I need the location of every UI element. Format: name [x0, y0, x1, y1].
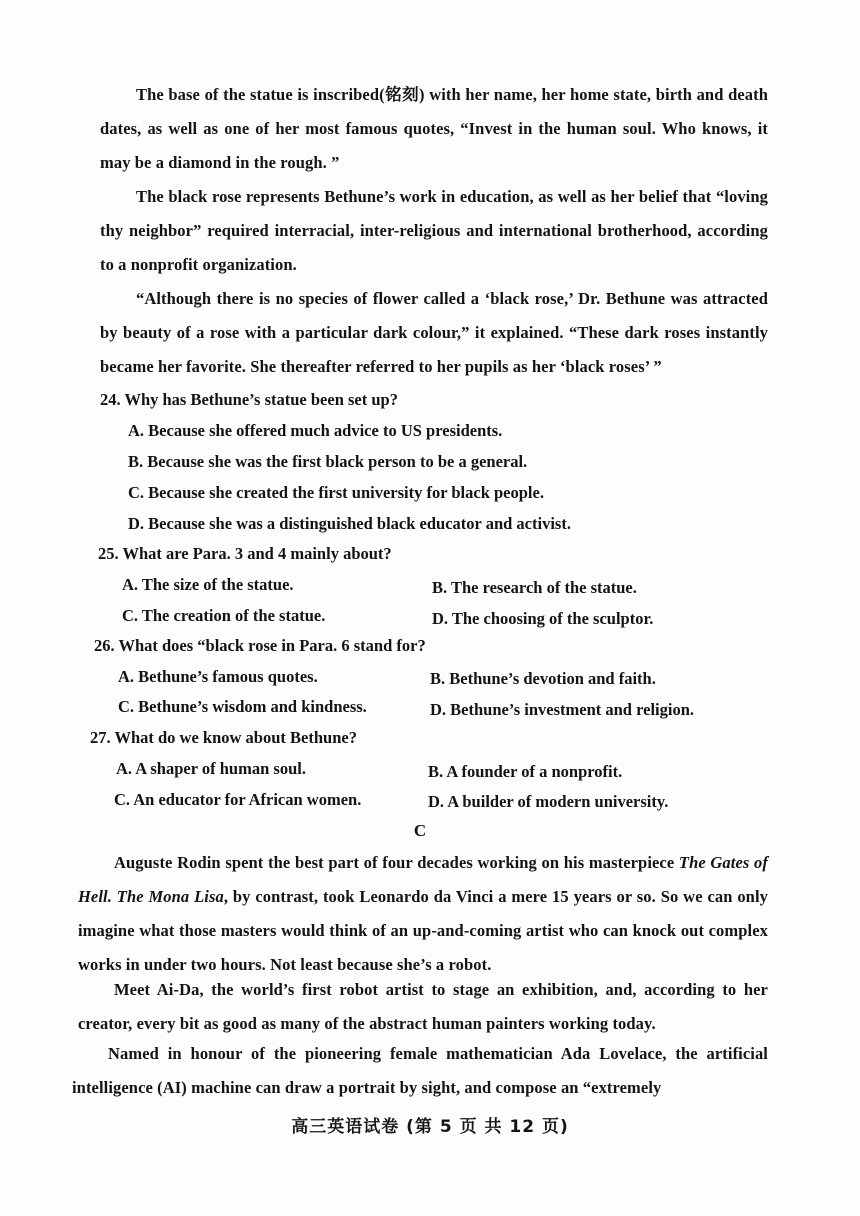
text-run: , by contrast, took Leonardo da Vinci a mere 15 years or so. So we can only imagine what those masters would think of an up-and-coming artist who can knock out complex works in under two hours. Not least because she’s a robot.: [78, 887, 768, 974]
question-option: C. An educator for African women.: [114, 790, 362, 809]
question-option: B. Because she was the first black person to be a general.: [128, 452, 528, 471]
question-option: B. The research of the statue.: [432, 578, 637, 597]
question-option: D. Bethune’s investment and religion.: [430, 700, 695, 719]
passage-paragraph: Named in honour of the pioneering female mathematician Ada Lovelace, the artificial intelligence (AI) machine can draw a portrait by sight, and compose an “extremely: [72, 1044, 768, 1097]
question-option: C. Bethune’s wisdom and kindness.: [118, 697, 367, 716]
question-option: D. A builder of modern university.: [428, 792, 669, 811]
artwork-title: The Gates of Hell: [78, 853, 768, 906]
question-stem: 25. What are Para. 3 and 4 mainly about?: [98, 544, 392, 563]
question-option: D. The choosing of the sculptor.: [432, 609, 654, 628]
question-option: C. The creation of the statue.: [122, 606, 326, 625]
question-option: B. Bethune’s devotion and faith.: [430, 669, 656, 688]
artwork-title: The Mona Lisa: [116, 887, 224, 906]
question-stem: 27. What do we know about Bethune?: [90, 728, 357, 747]
passage-paragraph: The black rose represents Bethune’s work in education, as well as her belief that “loving thy neighbor” required interracial, inter-religious and international brotherhood, according to a nonprofit organization.: [100, 187, 768, 274]
section-heading: C: [413, 821, 427, 840]
question-option: B. A founder of a nonprofit.: [428, 762, 623, 781]
question-stem: 26. What does “black rose in Para. 6 stand for?: [94, 636, 426, 655]
text-run: .: [107, 887, 117, 906]
passage-paragraph: Meet Ai-Da, the world’s first robot artist to stage an exhibition, and, according to her creator, every bit as good as many of the abstract human painters working today.: [78, 980, 768, 1033]
question-option: A. A shaper of human soul.: [116, 759, 306, 778]
question-option: C. Because she created the first university for black people.: [128, 483, 544, 502]
text-run: Auguste Rodin spent the best part of four decades working on his masterpiece: [114, 853, 679, 872]
passage-paragraph: The base of the statue is inscribed(铭刻) with her name, her home state, birth and death dates, as well as one of her most famous quotes, “Invest in the human soul. Who knows, it may be a diamond in the rough. ”: [100, 85, 768, 172]
question-option: A. The size of the statue.: [122, 575, 294, 594]
question-option: A. Because she offered much advice to US presidents.: [128, 421, 503, 440]
passage-paragraph: “Although there is no species of flower called a ‘black rose,’ Dr. Bethune was attracted by beauty of a rose with a particular dark colour,” it explained. “These dark roses instantly became her favorite. She thereafter referred to her pupils as her ‘black roses’ ”: [100, 289, 768, 376]
page-footer: 高三英语试卷 (第 5 页 共 12 页): [291, 1117, 569, 1137]
question-option: A. Bethune’s famous quotes.: [118, 667, 318, 686]
question-option: D. Because she was a distinguished black educator and activist.: [128, 514, 571, 533]
passage-paragraph: [78, 846, 768, 982]
question-stem: 24. Why has Bethune’s statue been set up?: [100, 390, 398, 409]
